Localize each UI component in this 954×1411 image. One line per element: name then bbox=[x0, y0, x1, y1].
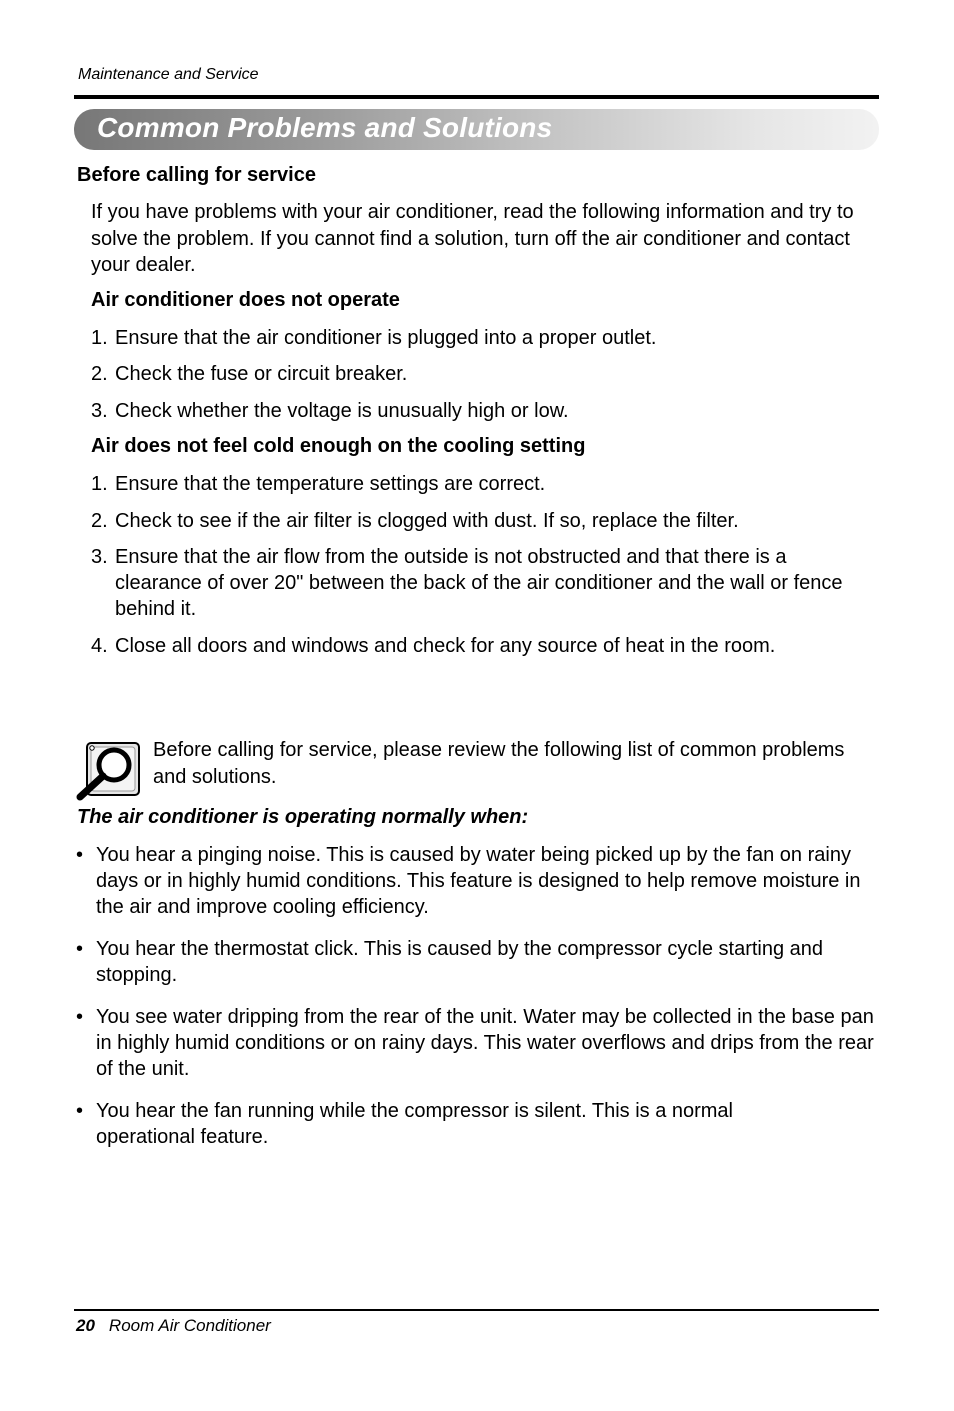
list-item: 2. Check the fuse or circuit breaker. bbox=[91, 363, 408, 385]
magnifier-icon bbox=[76, 741, 142, 801]
before-service-intro: If you have problems with your air conditioner, read the following information and try to solve the problem. If you cannot find a solution, turn off the air conditioner and contact your dealer. bbox=[91, 201, 854, 276]
list-item: 1. Ensure that the air conditioner is plugged into a proper outlet. bbox=[91, 327, 657, 349]
before-service-heading: Before calling for service bbox=[77, 164, 316, 186]
page-footer bbox=[76, 1316, 271, 1336]
list-item: 4. Close all doors and windows and check for any source of heat in the room. bbox=[91, 635, 776, 657]
list-item: 1. Ensure that the temperature settings are correct. bbox=[91, 473, 546, 495]
bullet-item: • You see water dripping from the rear of the unit. Water may be collected in the base pan in highly humid conditions or on rainy days. This water overflows and drips from the rear of the unit. bbox=[76, 1006, 874, 1080]
footer-title: Room Air Conditioner bbox=[108, 1316, 271, 1335]
bullet-item: • You hear the fan running while the compressor is silent. This is a normal operational feature. bbox=[76, 1100, 734, 1148]
list-item: 3. Ensure that the air flow from the outside is not obstructed and that there is a clearance of over 20" between the back of the air conditioner and the wall or fence behind it. bbox=[91, 546, 843, 620]
list-item: 3. Check whether the voltage is unusually high or low. bbox=[91, 400, 569, 422]
page-number: 20 bbox=[76, 1316, 95, 1335]
does-not-operate-heading: Air conditioner does not operate bbox=[91, 289, 400, 311]
bullet-item: • You hear a pinging noise. This is caused by water being picked up by the fan on rainy days or in highly humid conditions. This feature is designed to help remove moisture in the air and improve cooling efficiency. bbox=[76, 844, 861, 918]
section-banner bbox=[74, 109, 879, 150]
bullet-item: • You hear the thermostat click. This is caused by the compressor cycle starting and stopping. bbox=[76, 938, 824, 986]
note-text: Before calling for service, please review the following list of common problems and solutions. bbox=[153, 739, 845, 788]
list-item: 2. Check to see if the air filter is clogged with dust. If so, replace the filter. bbox=[91, 510, 739, 532]
normal-operation-heading: The air conditioner is operating normally when: bbox=[77, 806, 529, 828]
section-label: Maintenance and Service bbox=[78, 66, 259, 83]
not-cold-heading: Air does not feel cold enough on the cooling setting bbox=[91, 435, 586, 457]
page-title: Common Problems and Solutions bbox=[97, 112, 553, 143]
header-rule bbox=[74, 95, 879, 99]
footer-rule bbox=[74, 1309, 879, 1311]
